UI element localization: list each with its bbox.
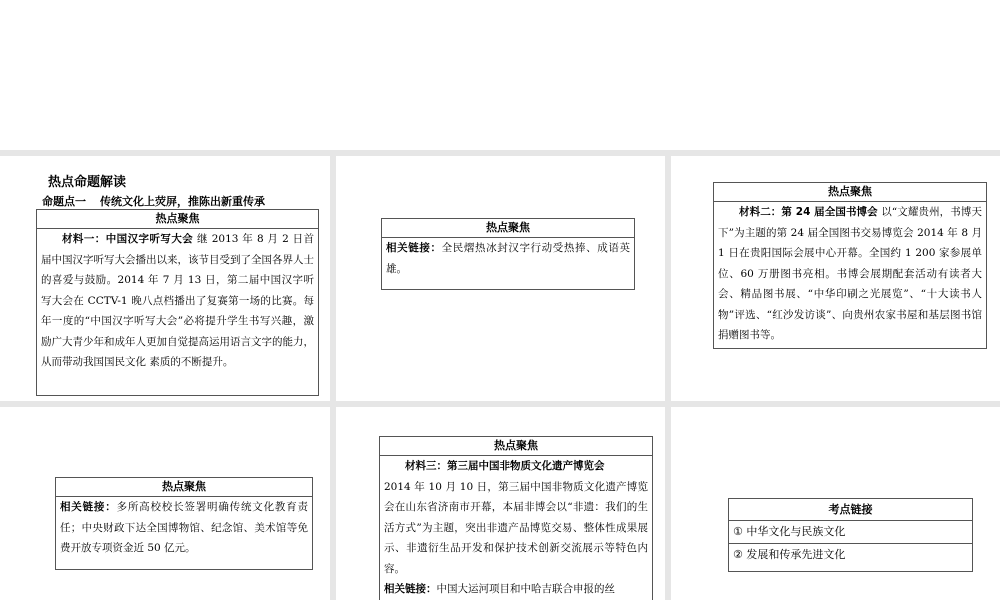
proposition-title: 传统文化上荧屏，推陈出新重传承	[100, 195, 265, 208]
link-label: 相关链接：	[384, 583, 437, 595]
box-body	[380, 456, 652, 600]
box-title: 热点聚焦	[56, 478, 312, 497]
proposition-label: 命题点一	[42, 195, 86, 208]
hot-focus-box	[55, 477, 313, 570]
box-title: 热点聚焦	[37, 210, 318, 229]
box-title: 热点聚焦	[380, 437, 652, 456]
section-title: 热点命题解读	[48, 175, 127, 190]
hot-focus-box	[381, 218, 635, 290]
blank-slide-area	[0, 0, 1000, 150]
box-body	[56, 497, 312, 559]
hot-focus-box	[713, 182, 987, 349]
slide-hot-topic-5[interactable]	[336, 407, 665, 600]
box-title: 热点聚焦	[714, 183, 986, 202]
box-title: 考点链接	[729, 499, 972, 521]
link-text: 全民熠热冰封汉字行动受热捧、成语英雄。	[386, 242, 631, 275]
exam-link-item: ② 发展和传承先进文化	[729, 543, 972, 566]
exam-link-item: ① 中华文化与民族文化	[733, 525, 846, 538]
material-text: 2014 年 10 月 10 日，第三届中国非物质文化遗产博览会在山东省济南市开幕，本届非博会以“非遗：我们的生活方式”为主题，突出非遗产品博览交易、整体性成果展示、非遗衍生品开发和保护技术创新交流展示等特色内容。	[384, 480, 648, 575]
link-label: 相关链接：	[386, 242, 442, 254]
material-label: 材料一：中国汉字听写大会	[62, 233, 194, 245]
exam-link-box	[728, 498, 973, 572]
box-body	[714, 202, 986, 346]
material-text: 以“文耀贵州，书博天下”为主题的第 24 届全国图书交易博览会 2014 年 8 月 1 日在贵阳国际会展中心开幕。全国约 1 200 家参展单位、60 万册图书亮相。书博会展期配套活动有读者大会、精品图书展、“中华印刷之光展览”、“十大读书人物”评选、“红沙发访谈”、向贵州农家书屋和基层图书馆捐赠图书等。	[718, 206, 982, 341]
link-text: 多所高校校长签署明确传统文化教育责任；中央财政下达全国博物馆、纪念馆、美术馆等免费开放专项资金近 50 亿元。	[60, 501, 309, 554]
proposition-point	[42, 193, 265, 209]
box-title: 热点聚焦	[382, 219, 634, 238]
link-label: 相关链接：	[60, 501, 117, 513]
material-label: 材料二：第 24 届全国书博会	[739, 206, 878, 218]
slide-hot-topic-4[interactable]	[0, 407, 330, 600]
slide-exam-links[interactable]	[671, 407, 1000, 600]
slide-hot-topic-3[interactable]	[671, 156, 1000, 401]
hot-focus-box	[379, 436, 653, 600]
link-text: 中国大运河项目和中哈吉联合申报的丝	[436, 583, 615, 595]
box-body	[382, 238, 634, 279]
hot-focus-box	[36, 209, 319, 396]
slide-hot-topic-1[interactable]	[0, 156, 330, 401]
box-body	[37, 229, 318, 373]
material-text: 继 2013 年 8 月 2 日首届中国汉字听写大会播出以来，该节目受到了全国各界人士的喜爱与鼓励。2014 年 7 月 13 日，第二届中国汉字听写大会在 CCTV-1 晚八点档播出了复赛第一场的比赛。每年一度的“中国汉字听写大会”必将提升学生书写兴趣，激励广大青少年和成年人更加自觉提高运用语言文字的能力，从而带动我国国民文化 素质的不断提升。	[41, 233, 315, 368]
slide-hot-topic-2[interactable]	[336, 156, 665, 401]
material-label: 材料三：第三届中国非物质文化遗产博览会	[405, 460, 605, 472]
